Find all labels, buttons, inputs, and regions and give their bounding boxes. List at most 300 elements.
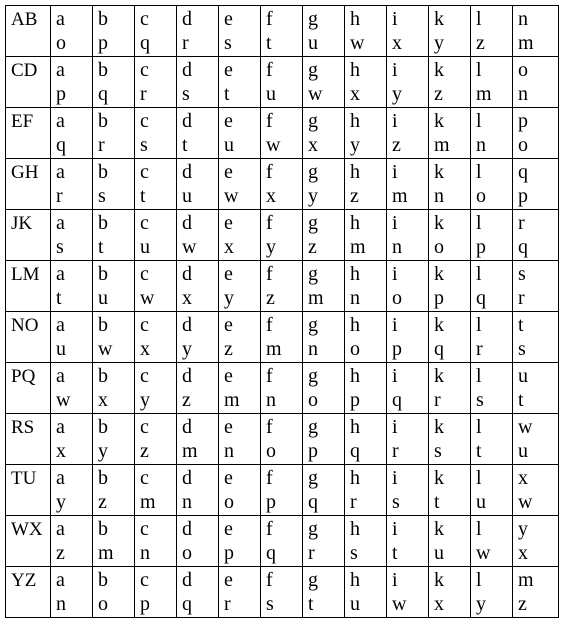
key-cell	[6, 414, 51, 465]
pair-top-letter: e	[224, 467, 233, 489]
pair-bottom-letter: w	[476, 542, 491, 564]
pair-top-letter: c	[140, 161, 149, 183]
pair-top-letter: e	[224, 59, 233, 81]
pair-bottom-letter: o	[392, 287, 402, 309]
pair-bottom-letter: o	[224, 491, 234, 513]
pair-cell	[513, 312, 559, 363]
pair-cell	[429, 465, 471, 516]
key-cell	[6, 159, 51, 210]
pair-cell	[93, 261, 135, 312]
pair-top-letter: c	[140, 365, 149, 387]
pair-bottom-letter: p	[224, 542, 234, 564]
pair-cell	[51, 6, 93, 57]
pair-cell	[429, 567, 471, 618]
pair-cell	[93, 159, 135, 210]
key-label: AB	[11, 9, 38, 30]
key-label: JK	[11, 213, 33, 234]
pair-top-letter: d	[182, 365, 192, 387]
pair-top-letter: b	[98, 314, 108, 336]
pair-top-letter: f	[266, 314, 273, 336]
pair-cell	[387, 261, 429, 312]
pair-cell	[513, 108, 559, 159]
pair-bottom-letter: u	[434, 542, 444, 564]
pair-cell	[261, 261, 303, 312]
pair-bottom-letter: w	[224, 185, 239, 207]
pair-bottom-letter: m	[182, 440, 198, 462]
pair-cell	[471, 312, 513, 363]
pair-cell	[219, 567, 261, 618]
pair-cell	[387, 210, 429, 261]
pair-top-letter: l	[476, 8, 482, 30]
pair-top-letter: h	[350, 212, 360, 234]
pair-top-letter: g	[308, 212, 318, 234]
pair-bottom-letter: y	[266, 236, 276, 258]
pair-bottom-letter: t	[266, 32, 272, 54]
pair-top-letter: h	[350, 365, 360, 387]
pair-cell	[177, 6, 219, 57]
pair-cell	[387, 108, 429, 159]
pair-cell	[135, 363, 177, 414]
pair-cell	[261, 6, 303, 57]
pair-bottom-letter: r	[518, 287, 525, 309]
pair-top-letter: f	[266, 212, 273, 234]
pair-top-letter: k	[434, 314, 444, 336]
pair-bottom-letter: p	[518, 185, 528, 207]
pair-bottom-letter: n	[182, 491, 192, 513]
pair-top-letter: g	[308, 569, 318, 591]
pair-top-letter: k	[434, 518, 444, 540]
pair-cell	[177, 108, 219, 159]
pair-top-letter: a	[56, 365, 65, 387]
pair-bottom-letter: x	[434, 593, 444, 615]
key-label: CD	[11, 60, 38, 81]
pair-top-letter: k	[434, 467, 444, 489]
pair-top-letter: h	[350, 467, 360, 489]
pair-bottom-letter: z	[476, 32, 485, 54]
pair-bottom-letter: r	[476, 338, 483, 360]
pair-top-letter: f	[266, 59, 273, 81]
pair-cell	[471, 363, 513, 414]
pair-top-letter: g	[308, 161, 318, 183]
pair-top-letter: a	[56, 569, 65, 591]
pair-bottom-letter: q	[98, 83, 108, 105]
pair-cell	[387, 6, 429, 57]
pair-top-letter: a	[56, 416, 65, 438]
table-row	[6, 312, 559, 363]
pair-bottom-letter: u	[476, 491, 486, 513]
pair-top-letter: c	[140, 314, 149, 336]
pair-cell	[471, 414, 513, 465]
pair-top-letter: b	[98, 59, 108, 81]
pair-bottom-letter: y	[476, 593, 486, 615]
pair-top-letter: r	[518, 212, 525, 234]
pair-bottom-letter: t	[518, 389, 524, 411]
pair-cell	[135, 465, 177, 516]
pair-top-letter: i	[392, 416, 398, 438]
pair-cell	[345, 363, 387, 414]
pair-bottom-letter: w	[98, 338, 113, 360]
pair-bottom-letter: q	[350, 440, 360, 462]
pair-cell	[345, 159, 387, 210]
pair-bottom-letter: m	[140, 491, 156, 513]
pair-bottom-letter: x	[182, 287, 192, 309]
pair-cell	[135, 312, 177, 363]
key-cell	[6, 108, 51, 159]
pair-cell	[429, 414, 471, 465]
pair-cell	[135, 567, 177, 618]
pair-top-letter: d	[182, 518, 192, 540]
pair-bottom-letter: x	[518, 542, 528, 564]
key-label: TU	[11, 468, 37, 489]
table-row	[6, 159, 559, 210]
pair-bottom-letter: w	[308, 83, 323, 105]
key-cell	[6, 465, 51, 516]
pair-bottom-letter: m	[476, 83, 492, 105]
pair-top-letter: d	[182, 161, 192, 183]
pair-bottom-letter: s	[434, 440, 442, 462]
key-cell	[6, 261, 51, 312]
pair-bottom-letter: n	[392, 236, 402, 258]
pair-top-letter: i	[392, 110, 398, 132]
pair-bottom-letter: m	[350, 236, 366, 258]
pair-bottom-letter: s	[182, 83, 190, 105]
pair-top-letter: f	[266, 365, 273, 387]
pair-top-letter: g	[308, 416, 318, 438]
pair-bottom-letter: z	[182, 389, 191, 411]
pair-bottom-letter: r	[308, 542, 315, 564]
pair-bottom-letter: z	[224, 338, 233, 360]
pair-top-letter: e	[224, 416, 233, 438]
key-label: YZ	[11, 570, 37, 591]
pair-cell	[51, 312, 93, 363]
pair-bottom-letter: t	[434, 491, 440, 513]
pair-cell	[513, 57, 559, 108]
pair-top-letter: n	[518, 8, 528, 30]
pair-cell	[93, 465, 135, 516]
pair-bottom-letter: u	[140, 236, 150, 258]
pair-top-letter: e	[224, 212, 233, 234]
pair-bottom-letter: y	[98, 440, 108, 462]
pair-bottom-letter: s	[98, 185, 106, 207]
pair-top-letter: a	[56, 59, 65, 81]
pair-cell	[513, 465, 559, 516]
pair-cell	[345, 567, 387, 618]
pair-top-letter: i	[392, 569, 398, 591]
pair-cell	[261, 465, 303, 516]
pair-bottom-letter: u	[350, 593, 360, 615]
pair-top-letter: t	[518, 314, 524, 336]
pair-top-letter: i	[392, 467, 398, 489]
pair-cell	[429, 363, 471, 414]
pair-cell	[93, 516, 135, 567]
pair-bottom-letter: r	[224, 593, 231, 615]
pair-bottom-letter: w	[266, 134, 281, 156]
pair-cell	[135, 516, 177, 567]
pair-cell	[303, 159, 345, 210]
pair-cell	[177, 159, 219, 210]
pair-top-letter: i	[392, 161, 398, 183]
pair-top-letter: l	[476, 263, 482, 285]
pair-cell	[177, 210, 219, 261]
pair-top-letter: f	[266, 569, 273, 591]
pair-bottom-letter: p	[434, 287, 444, 309]
pair-bottom-letter: q	[308, 491, 318, 513]
pair-top-letter: c	[140, 467, 149, 489]
pair-top-letter: g	[308, 467, 318, 489]
pair-bottom-letter: r	[140, 83, 147, 105]
pair-cell	[345, 108, 387, 159]
key-cell	[6, 567, 51, 618]
pair-top-letter: d	[182, 212, 192, 234]
pair-cell	[219, 159, 261, 210]
pair-cell	[345, 57, 387, 108]
pair-cell	[471, 567, 513, 618]
table-row	[6, 6, 559, 57]
pair-cell	[261, 159, 303, 210]
pair-bottom-letter: q	[476, 287, 486, 309]
pair-top-letter: l	[476, 314, 482, 336]
pair-cell	[429, 312, 471, 363]
pair-cell	[513, 414, 559, 465]
pair-cell	[261, 516, 303, 567]
pair-bottom-letter: y	[182, 338, 192, 360]
pair-cell	[345, 516, 387, 567]
pair-top-letter: p	[518, 110, 528, 132]
pair-bottom-letter: p	[392, 338, 402, 360]
pair-top-letter: h	[350, 314, 360, 336]
pair-bottom-letter: z	[308, 236, 317, 258]
pair-top-letter: b	[98, 8, 108, 30]
pair-cell	[303, 57, 345, 108]
pair-top-letter: l	[476, 59, 482, 81]
pair-cell	[345, 210, 387, 261]
pair-bottom-letter: s	[392, 491, 400, 513]
pair-cell	[303, 108, 345, 159]
pair-top-letter: e	[224, 569, 233, 591]
pair-top-letter: i	[392, 365, 398, 387]
pair-cell	[93, 108, 135, 159]
pair-bottom-letter: s	[350, 542, 358, 564]
pair-bottom-letter: r	[350, 491, 357, 513]
pair-bottom-letter: r	[392, 440, 399, 462]
pair-cell	[303, 414, 345, 465]
pair-cell	[177, 312, 219, 363]
pair-top-letter: f	[266, 8, 273, 30]
pair-top-letter: l	[476, 365, 482, 387]
pair-bottom-letter: t	[182, 134, 188, 156]
pair-cell	[429, 6, 471, 57]
pair-top-letter: d	[182, 110, 192, 132]
pair-top-letter: d	[182, 416, 192, 438]
pair-top-letter: c	[140, 263, 149, 285]
pair-cell	[303, 210, 345, 261]
table-row	[6, 57, 559, 108]
pair-top-letter: b	[98, 110, 108, 132]
pair-bottom-letter: p	[350, 389, 360, 411]
pair-bottom-letter: t	[476, 440, 482, 462]
pair-bottom-letter: x	[56, 440, 66, 462]
pair-cell	[345, 6, 387, 57]
pair-top-letter: k	[434, 263, 444, 285]
pair-cell	[429, 159, 471, 210]
pair-top-letter: b	[98, 212, 108, 234]
pair-bottom-letter: y	[56, 491, 66, 513]
pair-top-letter: a	[56, 263, 65, 285]
pair-cell	[51, 210, 93, 261]
pair-top-letter: l	[476, 518, 482, 540]
pair-cell	[429, 516, 471, 567]
pair-cell	[471, 210, 513, 261]
pair-cell	[513, 567, 559, 618]
pair-top-letter: y	[518, 518, 528, 540]
pair-bottom-letter: t	[98, 236, 104, 258]
pair-bottom-letter: n	[266, 389, 276, 411]
pair-top-letter: w	[518, 416, 533, 438]
pair-bottom-letter: x	[308, 134, 318, 156]
pair-top-letter: g	[308, 59, 318, 81]
pair-top-letter: a	[56, 110, 65, 132]
pair-top-letter: a	[56, 518, 65, 540]
pair-cell	[345, 465, 387, 516]
pair-cell	[387, 465, 429, 516]
pair-cell	[219, 108, 261, 159]
pair-bottom-letter: y	[350, 134, 360, 156]
pair-bottom-letter: s	[476, 389, 484, 411]
pair-bottom-letter: o	[308, 389, 318, 411]
pair-cell	[177, 516, 219, 567]
pair-bottom-letter: x	[392, 32, 402, 54]
pair-top-letter: s	[518, 263, 526, 285]
pair-top-letter: k	[434, 161, 444, 183]
key-cell	[6, 516, 51, 567]
pair-cell	[303, 363, 345, 414]
pair-bottom-letter: r	[434, 389, 441, 411]
pair-bottom-letter: p	[476, 236, 486, 258]
pair-bottom-letter: u	[98, 287, 108, 309]
pair-bottom-letter: m	[98, 542, 114, 564]
pair-bottom-letter: z	[140, 440, 149, 462]
key-label: NO	[11, 315, 39, 336]
pair-bottom-letter: m	[224, 389, 240, 411]
key-cell	[6, 6, 51, 57]
pair-bottom-letter: t	[56, 287, 62, 309]
pair-top-letter: g	[308, 110, 318, 132]
pair-cell	[177, 567, 219, 618]
pair-cell	[219, 312, 261, 363]
pair-cell	[303, 516, 345, 567]
pair-bottom-letter: o	[350, 338, 360, 360]
pair-bottom-letter: q	[392, 389, 402, 411]
pair-bottom-letter: q	[434, 338, 444, 360]
pair-cell	[471, 159, 513, 210]
pair-top-letter: e	[224, 314, 233, 336]
pair-bottom-letter: u	[518, 440, 528, 462]
key-label: LM	[11, 264, 40, 285]
pair-top-letter: i	[392, 518, 398, 540]
pair-cell	[219, 261, 261, 312]
pair-cell	[387, 159, 429, 210]
pair-top-letter: d	[182, 314, 192, 336]
cipher-table-container	[5, 5, 559, 618]
pair-cell	[261, 108, 303, 159]
table-row	[6, 363, 559, 414]
pair-top-letter: g	[308, 365, 318, 387]
pair-bottom-letter: n	[140, 542, 150, 564]
table-row	[6, 465, 559, 516]
pair-bottom-letter: s	[518, 338, 526, 360]
pair-cell	[135, 261, 177, 312]
pair-bottom-letter: z	[266, 287, 275, 309]
pair-cell	[93, 57, 135, 108]
pair-cell	[135, 414, 177, 465]
pair-cell	[471, 516, 513, 567]
key-cell	[6, 363, 51, 414]
pair-cell	[513, 363, 559, 414]
pair-top-letter: f	[266, 467, 273, 489]
pair-cell	[471, 108, 513, 159]
pair-top-letter: e	[224, 263, 233, 285]
pair-bottom-letter: w	[392, 593, 407, 615]
pair-bottom-letter: y	[434, 32, 444, 54]
pair-cell	[219, 57, 261, 108]
pair-top-letter: a	[56, 8, 65, 30]
pair-bottom-letter: o	[56, 32, 66, 54]
table-row	[6, 567, 559, 618]
pair-cell	[177, 261, 219, 312]
pair-top-letter: b	[98, 263, 108, 285]
pair-bottom-letter: y	[140, 389, 150, 411]
pair-bottom-letter: q	[56, 134, 66, 156]
pair-cell	[51, 57, 93, 108]
pair-top-letter: e	[224, 8, 233, 30]
pair-top-letter: h	[350, 161, 360, 183]
pair-top-letter: h	[350, 8, 360, 30]
pair-cell	[303, 261, 345, 312]
pair-top-letter: b	[98, 416, 108, 438]
key-cell	[6, 210, 51, 261]
pair-cell	[177, 57, 219, 108]
pair-bottom-letter: n	[224, 440, 234, 462]
pair-bottom-letter: o	[434, 236, 444, 258]
pair-cell	[51, 159, 93, 210]
pair-cell	[219, 210, 261, 261]
pair-cell	[471, 6, 513, 57]
pair-top-letter: d	[182, 59, 192, 81]
pair-bottom-letter: w	[56, 389, 71, 411]
pair-bottom-letter: z	[392, 134, 401, 156]
pair-top-letter: a	[56, 161, 65, 183]
pair-cell	[177, 465, 219, 516]
pair-top-letter: i	[392, 314, 398, 336]
pair-bottom-letter: s	[56, 236, 64, 258]
pair-cell	[387, 363, 429, 414]
pair-bottom-letter: q	[518, 236, 528, 258]
pair-top-letter: c	[140, 8, 149, 30]
pair-bottom-letter: p	[56, 83, 66, 105]
pair-bottom-letter: r	[98, 134, 105, 156]
pair-top-letter: e	[224, 518, 233, 540]
pair-top-letter: l	[476, 212, 482, 234]
pair-top-letter: k	[434, 212, 444, 234]
pair-top-letter: c	[140, 518, 149, 540]
pair-cell	[513, 159, 559, 210]
pair-cell	[51, 567, 93, 618]
pair-top-letter: c	[140, 212, 149, 234]
pair-cell	[429, 261, 471, 312]
key-cell	[6, 57, 51, 108]
pair-bottom-letter: w	[518, 491, 533, 513]
pair-cell	[135, 57, 177, 108]
